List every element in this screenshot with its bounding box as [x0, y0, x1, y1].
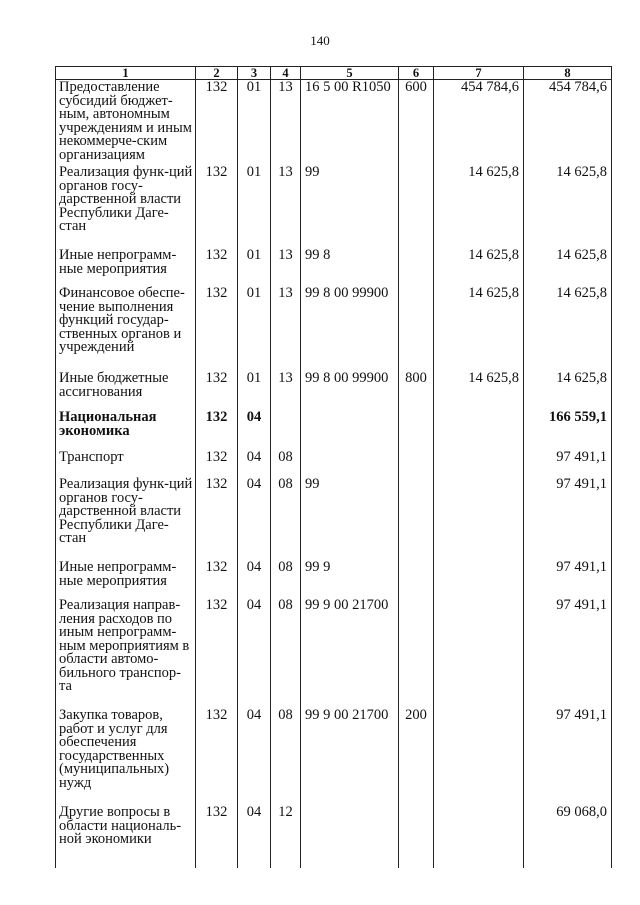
subsection-code: 13 — [271, 165, 301, 248]
target-article-code: 99 8 00 99900 — [301, 371, 399, 410]
section-code: 04 — [238, 560, 271, 598]
amount-column-8: 14 625,8 — [524, 371, 612, 410]
section-code: 04 — [238, 805, 271, 868]
amount-column-7: 14 625,8 — [434, 248, 524, 286]
amount-column-8: 69 068,0 — [524, 805, 612, 868]
subsection-code — [271, 410, 301, 450]
target-article-code — [301, 805, 399, 868]
expense-type-code — [399, 450, 434, 477]
expense-type-code — [399, 248, 434, 286]
amount-column-8: 97 491,1 — [524, 477, 612, 560]
column-header: 4 — [271, 67, 301, 80]
ministry-code: 132 — [196, 286, 238, 371]
subsection-code: 12 — [271, 805, 301, 868]
table-row — [56, 477, 612, 560]
expense-type-code — [399, 286, 434, 371]
amount-column-8: 97 491,1 — [524, 598, 612, 708]
table-row — [56, 805, 612, 868]
amount-column-8: 166 559,1 — [524, 410, 612, 450]
amount-column-7 — [434, 805, 524, 868]
amount-column-7 — [434, 410, 524, 450]
expense-type-code — [399, 165, 434, 248]
subsection-code: 08 — [271, 708, 301, 805]
target-article-code: 99 9 — [301, 560, 399, 598]
table-row — [56, 708, 612, 805]
ministry-code: 132 — [196, 165, 238, 248]
ministry-code: 132 — [196, 708, 238, 805]
table-row — [56, 450, 612, 477]
row-name: Предоставление субсидий бюджет-ным, автономным учреждениям и иным некоммерче-ским организациям — [56, 80, 196, 166]
subsection-code: 13 — [271, 248, 301, 286]
column-header: 1 — [56, 67, 196, 80]
amount-column-8: 454 784,6 — [524, 80, 612, 166]
amount-column-7: 14 625,8 — [434, 371, 524, 410]
expense-type-code: 800 — [399, 371, 434, 410]
ministry-code: 132 — [196, 410, 238, 450]
row-name: Закупка товаров, работ и услуг для обеспечения государственных (муниципальных) нужд — [56, 708, 196, 805]
table-row — [56, 286, 612, 371]
header-row — [56, 67, 612, 80]
ministry-code: 132 — [196, 598, 238, 708]
amount-column-7 — [434, 598, 524, 708]
table-row — [56, 80, 612, 166]
subsection-code: 13 — [271, 286, 301, 371]
section-code: 04 — [238, 450, 271, 477]
amount-column-8: 97 491,1 — [524, 560, 612, 598]
row-name: Финансовое обеспе-чение выполнения функций государ-ственных органов и учреждений — [56, 286, 196, 371]
section-code: 04 — [238, 410, 271, 450]
ministry-code: 132 — [196, 80, 238, 166]
section-code: 01 — [238, 248, 271, 286]
row-name: Национальная экономика — [56, 410, 196, 450]
ministry-code: 132 — [196, 560, 238, 598]
budget-table — [55, 66, 612, 868]
expense-type-code — [399, 598, 434, 708]
row-name: Другие вопросы в области националь-ной экономики — [56, 805, 196, 868]
target-article-code: 99 — [301, 477, 399, 560]
ministry-code: 132 — [196, 248, 238, 286]
ministry-code: 132 — [196, 477, 238, 560]
expense-type-code — [399, 560, 434, 598]
target-article-code — [301, 450, 399, 477]
expense-type-code — [399, 805, 434, 868]
subsection-code: 08 — [271, 560, 301, 598]
expense-type-code: 200 — [399, 708, 434, 805]
table-row — [56, 165, 612, 248]
amount-column-7: 454 784,6 — [434, 80, 524, 166]
column-header: 8 — [524, 67, 612, 80]
section-code: 01 — [238, 80, 271, 166]
table-row — [56, 410, 612, 450]
column-header: 3 — [238, 67, 271, 80]
amount-column-7: 14 625,8 — [434, 165, 524, 248]
target-article-code: 99 8 00 99900 — [301, 286, 399, 371]
subsection-code: 08 — [271, 598, 301, 708]
row-name: Иные бюджетные ассигнования — [56, 371, 196, 410]
row-name: Реализация направ-ления расходов по иным непрограмм-ным мероприятиям в области автомо-бильного транспор-та — [56, 598, 196, 708]
amount-column-7 — [434, 477, 524, 560]
subsection-code: 13 — [271, 80, 301, 166]
column-header: 6 — [399, 67, 434, 80]
row-name: Реализация функ-ций органов госу-дарственной власти Республики Даге-стан — [56, 165, 196, 248]
ministry-code: 132 — [196, 450, 238, 477]
amount-column-7: 14 625,8 — [434, 286, 524, 371]
amount-column-7 — [434, 450, 524, 477]
expense-type-code — [399, 477, 434, 560]
target-article-code: 99 9 00 21700 — [301, 708, 399, 805]
amount-column-8: 14 625,8 — [524, 248, 612, 286]
subsection-code: 08 — [271, 477, 301, 560]
section-code: 04 — [238, 598, 271, 708]
table-row — [56, 371, 612, 410]
amount-column-7 — [434, 708, 524, 805]
amount-column-8: 97 491,1 — [524, 708, 612, 805]
amount-column-8: 97 491,1 — [524, 450, 612, 477]
subsection-code: 13 — [271, 371, 301, 410]
row-name: Реализация функ-ций органов госу-дарственной власти Республики Даге-стан — [56, 477, 196, 560]
subsection-code: 08 — [271, 450, 301, 477]
target-article-code: 16 5 00 R1050 — [301, 80, 399, 166]
ministry-code: 132 — [196, 371, 238, 410]
expense-type-code: 600 — [399, 80, 434, 166]
table-row — [56, 598, 612, 708]
target-article-code: 99 — [301, 165, 399, 248]
section-code: 01 — [238, 165, 271, 248]
ministry-code: 132 — [196, 805, 238, 868]
column-header: 2 — [196, 67, 238, 80]
column-header: 7 — [434, 67, 524, 80]
column-header: 5 — [301, 67, 399, 80]
section-code: 04 — [238, 477, 271, 560]
amount-column-8: 14 625,8 — [524, 165, 612, 248]
table-row — [56, 560, 612, 598]
section-code: 01 — [238, 286, 271, 371]
section-code: 01 — [238, 371, 271, 410]
target-article-code: 99 9 00 21700 — [301, 598, 399, 708]
row-name: Иные непрограмм-ные мероприятия — [56, 248, 196, 286]
page-number: 140 — [310, 33, 330, 48]
section-code: 04 — [238, 708, 271, 805]
amount-column-7 — [434, 560, 524, 598]
row-name: Транспорт — [56, 450, 196, 477]
table-row — [56, 248, 612, 286]
target-article-code — [301, 410, 399, 450]
row-name: Иные непрограмм-ные мероприятия — [56, 560, 196, 598]
expense-type-code — [399, 410, 434, 450]
amount-column-8: 14 625,8 — [524, 286, 612, 371]
target-article-code: 99 8 — [301, 248, 399, 286]
